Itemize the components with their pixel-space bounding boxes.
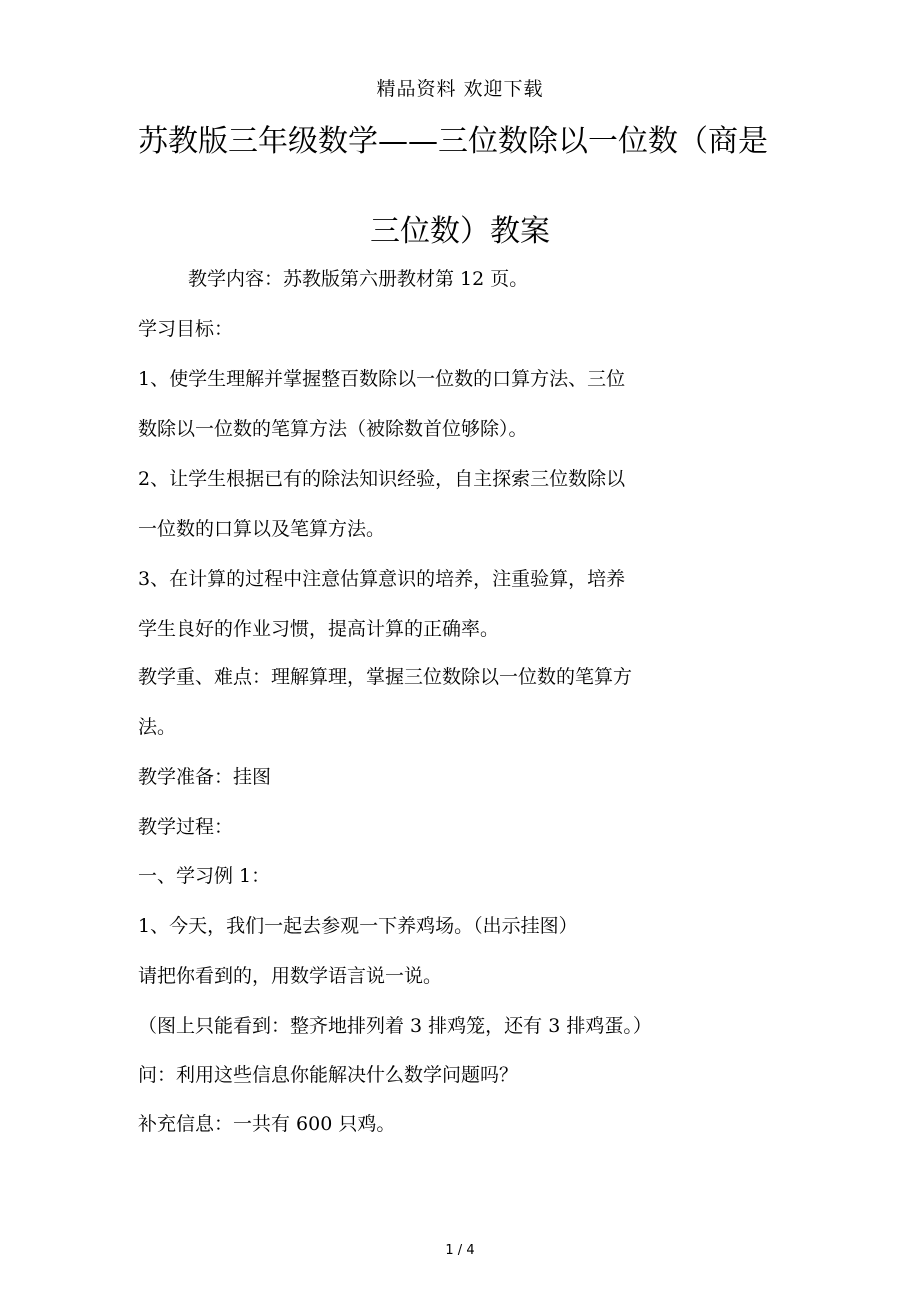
question-line: 问：利用这些信息你能解决什么数学问题吗？	[138, 1064, 519, 1086]
key-difficulty-line-2: 法。	[138, 716, 177, 738]
picture-note-line: （图上只能看到：整齐地排列着 3 排鸡笼，还有 3 排鸡蛋。）	[138, 1015, 652, 1037]
key-difficulty-line-1: 教学重、难点：理解算理，掌握三位数除以一位数的笔算方	[138, 666, 633, 688]
prompt-line: 请把你看到的，用数学语言说一说。	[138, 965, 443, 987]
teaching-process-heading: 教学过程：	[138, 816, 234, 838]
goal-3-line-1: 3、在计算的过程中注意估算意识的培养，注重验算，培养	[138, 568, 626, 590]
document-title-line-1: 苏教版三年级数学——三位数除以一位数（商是	[138, 124, 768, 159]
goal-1-line-1: 1、使学生理解并掌握整百数除以一位数的口算方法、三位	[138, 368, 626, 390]
example-1-heading: 一、学习例 1：	[138, 865, 271, 887]
teaching-content-line: 教学内容：苏教版第六册教材第 12 页。	[188, 268, 529, 290]
goal-3-line-2: 学生良好的作业习惯，提高计算的正确率。	[138, 618, 500, 640]
page-header: 精品资料 欢迎下载	[376, 78, 544, 100]
page-number: 1 / 4	[445, 1243, 475, 1258]
learning-goals-heading: 学习目标：	[138, 318, 234, 340]
document-title-line-2: 三位数）教案	[370, 214, 550, 249]
step-1-line: 1、今天，我们一起去参观一下养鸡场。（出示挂图）	[138, 915, 578, 937]
goal-2-line-2: 一位数的口算以及笔算方法。	[138, 518, 386, 540]
teaching-preparation-line: 教学准备：挂图	[138, 766, 272, 788]
goal-2-line-1: 2、让学生根据已有的除法知识经验，自主探索三位数除以	[138, 468, 626, 490]
goal-1-line-2: 数除以一位数的笔算方法（被除数首位够除）。	[138, 418, 528, 440]
supplementary-info-line: 补充信息：一共有 600 只鸡。	[138, 1113, 396, 1135]
